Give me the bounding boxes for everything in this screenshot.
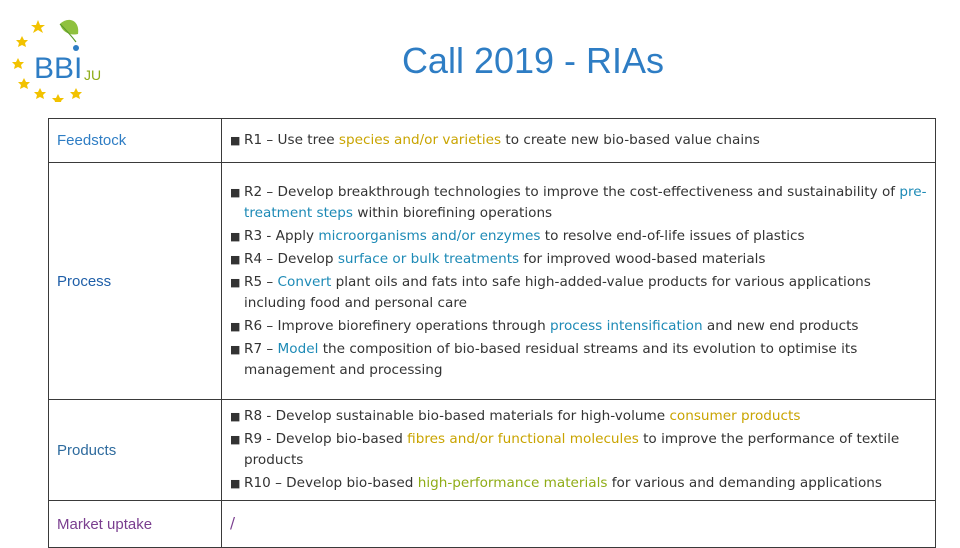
list-item: ■ R7 – Model the composition of bio-based residual streams and its evolution to optimise its management and processing <box>230 340 858 378</box>
bullet-icon: ■ <box>230 410 241 423</box>
topics-cell <box>222 163 936 400</box>
table-row <box>49 163 936 400</box>
list-item: ■ R5 – Convert plant oils and fats into safe high-added-value products for various applications including food and personal care <box>230 273 871 311</box>
category-cell: Products <box>49 400 222 501</box>
bullet-icon: ■ <box>230 252 241 266</box>
category-cell: Process <box>49 163 222 400</box>
list-item: ■ R3 - Apply microorganisms and/or enzymes to resolve end-of-life issues of plastics <box>230 226 935 247</box>
bullet-icon: ■ <box>230 433 241 446</box>
bullet-icon: ■ <box>230 477 241 490</box>
list-item: ■ R1 – Use tree species and/or varieties to create new bio-based value chains <box>230 130 935 151</box>
topic-list <box>230 182 935 381</box>
list-item: ■ R9 - Develop bio-based fibres and/or functional molecules to improve the performance of textile products <box>230 431 900 468</box>
bullet-icon: ■ <box>230 319 241 333</box>
topics-cell <box>222 400 936 501</box>
list-item: ■ R10 – Develop bio-based high-performance materials for various and demanding applications <box>230 473 935 494</box>
market-uptake-value: / <box>230 514 236 532</box>
category-cell: Feedstock <box>49 119 222 163</box>
topics-cell <box>222 501 936 548</box>
list-item: ■ R4 – Develop surface or bulk treatments for improved wood-based materials <box>230 249 935 270</box>
table-row <box>49 501 936 548</box>
table-row <box>49 119 936 163</box>
list-item: ■ R2 – Develop breakthrough technologies to improve the cost-effectiveness and sustainability of pre-treatment steps within biorefining operations <box>230 183 927 221</box>
topic-list <box>230 406 935 494</box>
list-item: ■ R8 - Develop sustainable bio-based materials for high-volume consumer products <box>230 406 935 427</box>
category-cell: Market uptake <box>49 501 222 548</box>
list-item: ■ R6 – Improve biorefinery operations through process intensification and new end products <box>230 316 935 337</box>
calls-table <box>48 118 936 548</box>
bullet-icon: ■ <box>230 275 241 289</box>
bullet-icon: ■ <box>230 229 241 243</box>
bullet-icon: ■ <box>230 134 241 147</box>
topics-cell <box>222 119 936 163</box>
page-title: Call 2019 - RIAs <box>401 40 665 81</box>
table-row <box>49 400 936 501</box>
bullet-icon: ■ <box>230 185 241 199</box>
topic-list <box>230 130 935 151</box>
bullet-icon: ■ <box>230 342 241 356</box>
svg-text:JU: JU <box>84 67 102 83</box>
svg-text:BBI: BBI <box>34 52 83 85</box>
